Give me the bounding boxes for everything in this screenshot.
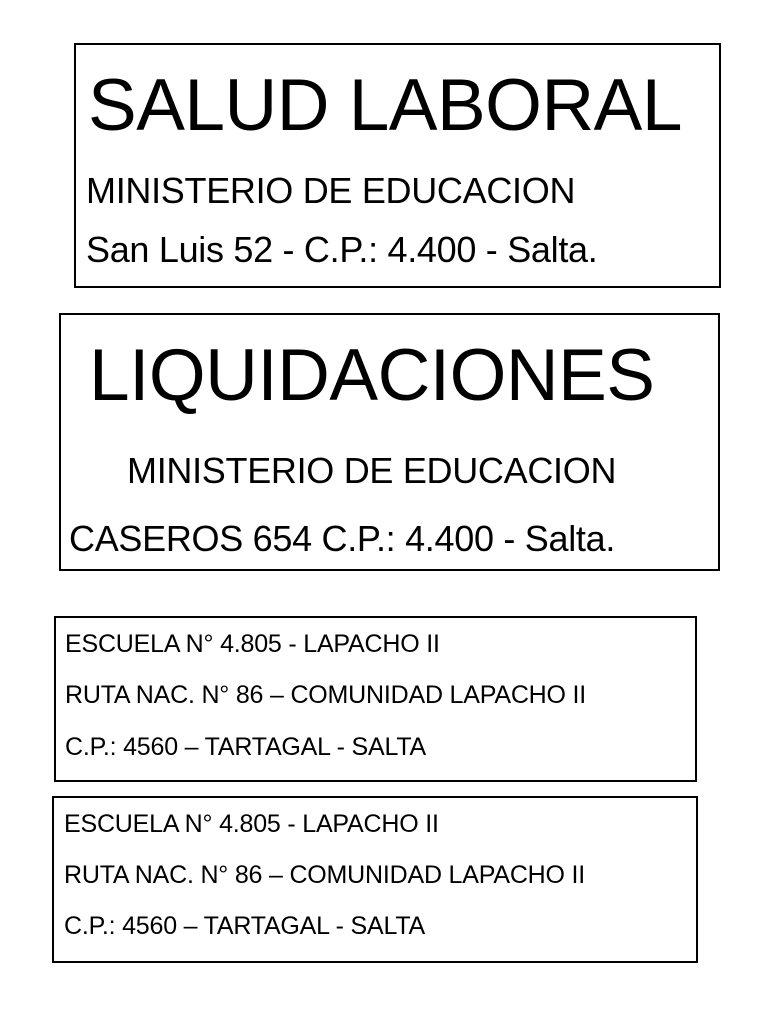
school-label-1	[54, 616, 697, 782]
liquidaciones-ministry: MINISTERIO DE EDUCACION	[127, 450, 617, 491]
salud-laboral-label	[74, 43, 721, 288]
liquidaciones-address: CASEROS 654 C.P.: 4.400 - Salta.	[69, 518, 616, 559]
school-postal: C.P.: 4560 – TARTAGAL - SALTA	[64, 912, 426, 940]
liquidaciones-label	[59, 313, 720, 571]
salud-laboral-ministry: MINISTERIO DE EDUCACION	[86, 170, 576, 211]
school-name: ESCUELA N° 4.805 - LAPACHO II	[65, 630, 440, 658]
school-route: RUTA NAC. N° 86 – COMUNIDAD LAPACHO II	[64, 861, 586, 889]
liquidaciones-title: LIQUIDACIONES	[89, 335, 655, 416]
school-postal: C.P.: 4560 – TARTAGAL - SALTA	[65, 733, 427, 761]
salud-laboral-title: SALUD LABORAL	[88, 65, 682, 146]
school-name: ESCUELA N° 4.805 - LAPACHO II	[64, 810, 439, 838]
salud-laboral-address: San Luis 52 - C.P.: 4.400 - Salta.	[86, 229, 598, 270]
school-label-2	[52, 796, 698, 963]
school-route: RUTA NAC. N° 86 – COMUNIDAD LAPACHO II	[65, 681, 587, 709]
